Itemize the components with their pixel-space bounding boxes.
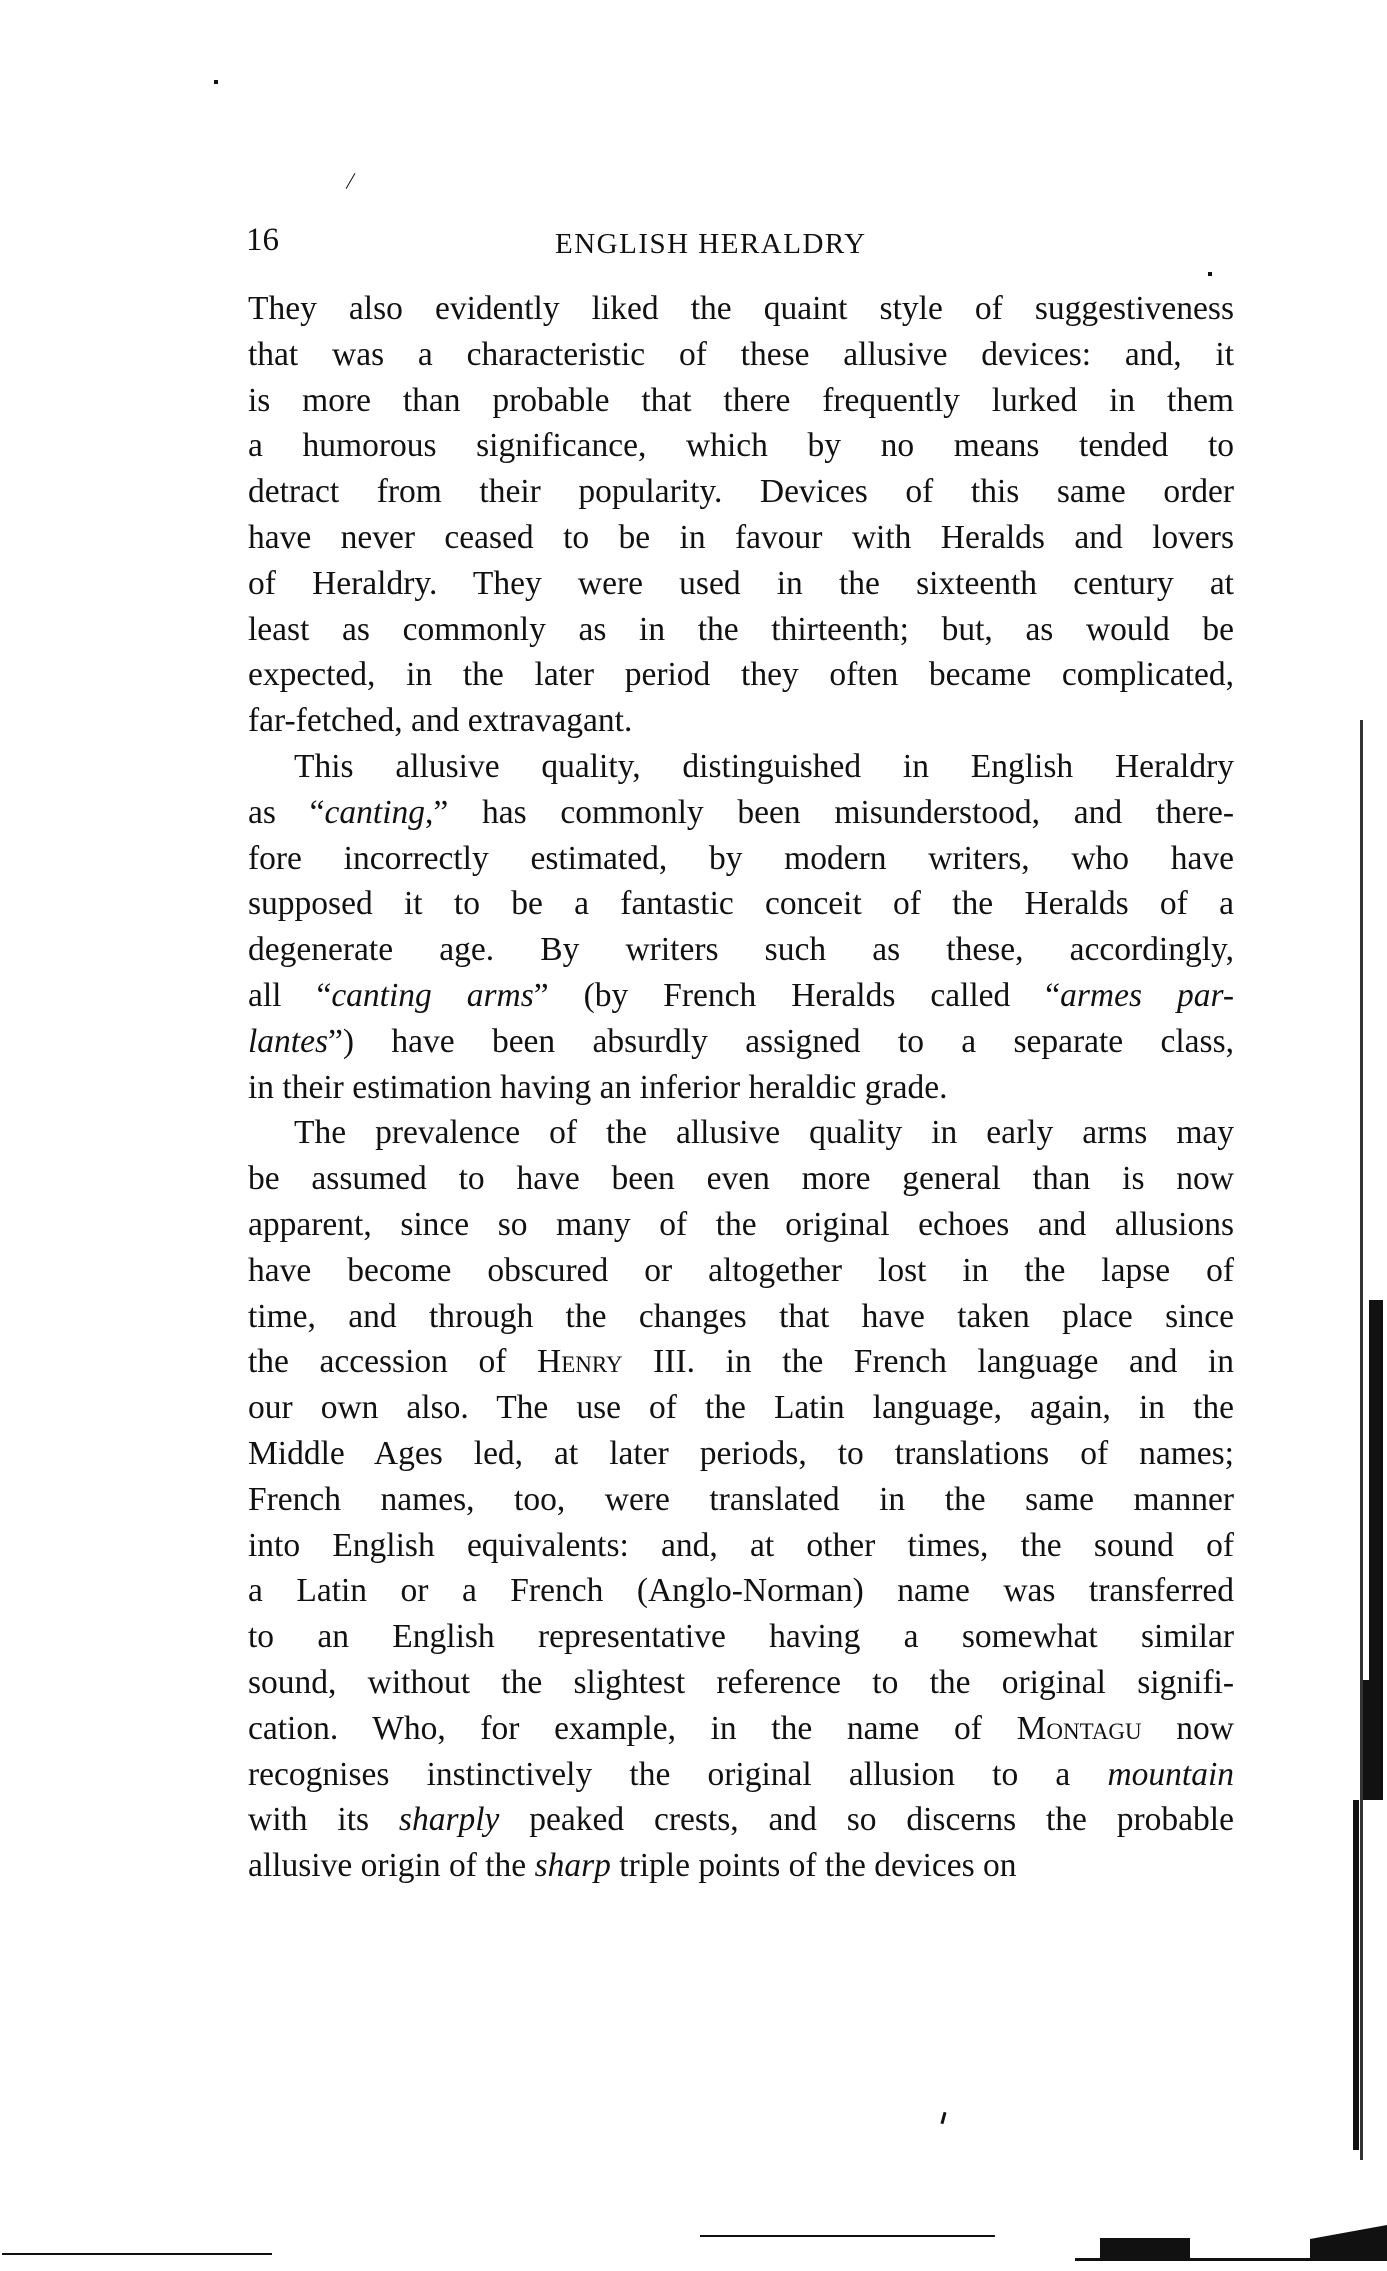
text-line: French names, too, were translated in the same manner [248,1480,1234,1518]
text-line: in their estimation having an inferior heraldic grade. [248,1068,948,1106]
paragraph [248,744,1234,1110]
text-line: The prevalence of the allusive quality in early arms may [294,1114,1234,1152]
text-line: that was a characteristic of these allusive devices: and, it [248,335,1234,373]
text-line: of Heraldry. They were used in the sixteenth century at [248,564,1234,602]
text-line: allusive origin of the sharp triple points of the devices on [248,1847,1017,1885]
text-line: degenerate age. By writers such as these, accordingly, [248,931,1234,969]
scan-dot [214,80,218,84]
text-line: with its sharply peaked crests, and so discerns the probable [248,1801,1234,1839]
paragraph [248,286,1234,744]
text-line: is more than probable that there frequently lurked in them [248,381,1234,419]
scan-dot [1208,272,1212,276]
text-line: This allusive quality, distinguished in English Heraldry [294,747,1234,785]
bottom-corner-shadow [1100,2238,1190,2260]
text-line: our own also. The use of the Latin language, again, in the [248,1389,1234,1427]
text-line: into English equivalents: and, at other times, the sound of [248,1526,1234,1564]
text-line: lantes”) have been absurdly assigned to a separate class, [248,1022,1234,1060]
text-line: have never ceased to be in favour with Heralds and lovers [248,518,1234,556]
page-edge-line [1360,720,1363,2160]
text-line: sound, without the slightest reference to the original signifi- [248,1663,1234,1701]
body-text [248,286,1234,1889]
bottom-corner-shadow [1310,2225,1387,2260]
text-line: a Latin or a French (Anglo-Norman) name was transferred [248,1572,1234,1610]
running-head: ENGLISH HERALDRY [555,228,867,260]
text-line: have become obscured or altogether lost in the lapse of [248,1251,1234,1289]
text-line: the accession of Henry III. in the French language and in [248,1343,1234,1381]
bottom-rule [2,2253,272,2255]
text-line: far-fetched, and extravagant. [248,702,633,740]
text-line: They also evidently liked the quaint style of suggestiveness [248,290,1234,327]
scan-mark [346,173,356,189]
bottom-rule [700,2235,995,2237]
bottom-rule [1075,2258,1387,2261]
page-number: 16 [246,222,279,258]
text-line: supposed it to be a fantastic conceit of the Heralds of a [248,885,1234,923]
text-line: cation. Who, for example, in the name of Montagu now [248,1709,1234,1747]
text-line: apparent, since so many of the original echoes and allusions [248,1205,1234,1243]
text-line: as “canting,” has commonly been misunderstood, and there- [248,793,1234,831]
text-line: recognises instinctively the original allusion to a mountain [248,1755,1234,1793]
text-line: be assumed to have been even more general than is now [248,1160,1234,1198]
text-line: fore incorrectly estimated, by modern writers, who have [248,839,1234,877]
text-line: all “canting arms” (by French Heralds called “armes par- [248,976,1235,1014]
text-line: a humorous significance, which by no means tended to [248,427,1234,465]
scan-mark [940,2112,946,2124]
text-line: detract from their popularity. Devices of this same order [248,473,1234,511]
page-edge-shadow [1369,1300,1383,1680]
text-line: time, and through the changes that have taken place since [248,1297,1234,1335]
page-edge-line [1353,1800,1359,2150]
text-line: to an English representative having a somewhat similar [248,1618,1234,1656]
paragraph [248,1110,1234,1889]
page-edge-shadow [1363,1680,1383,1800]
text-line: least as commonly as in the thirteenth; but, as would be [248,610,1234,648]
text-line: expected, in the later period they often became complicated, [248,656,1234,694]
text-line: Middle Ages led, at later periods, to translations of names; [248,1434,1234,1472]
